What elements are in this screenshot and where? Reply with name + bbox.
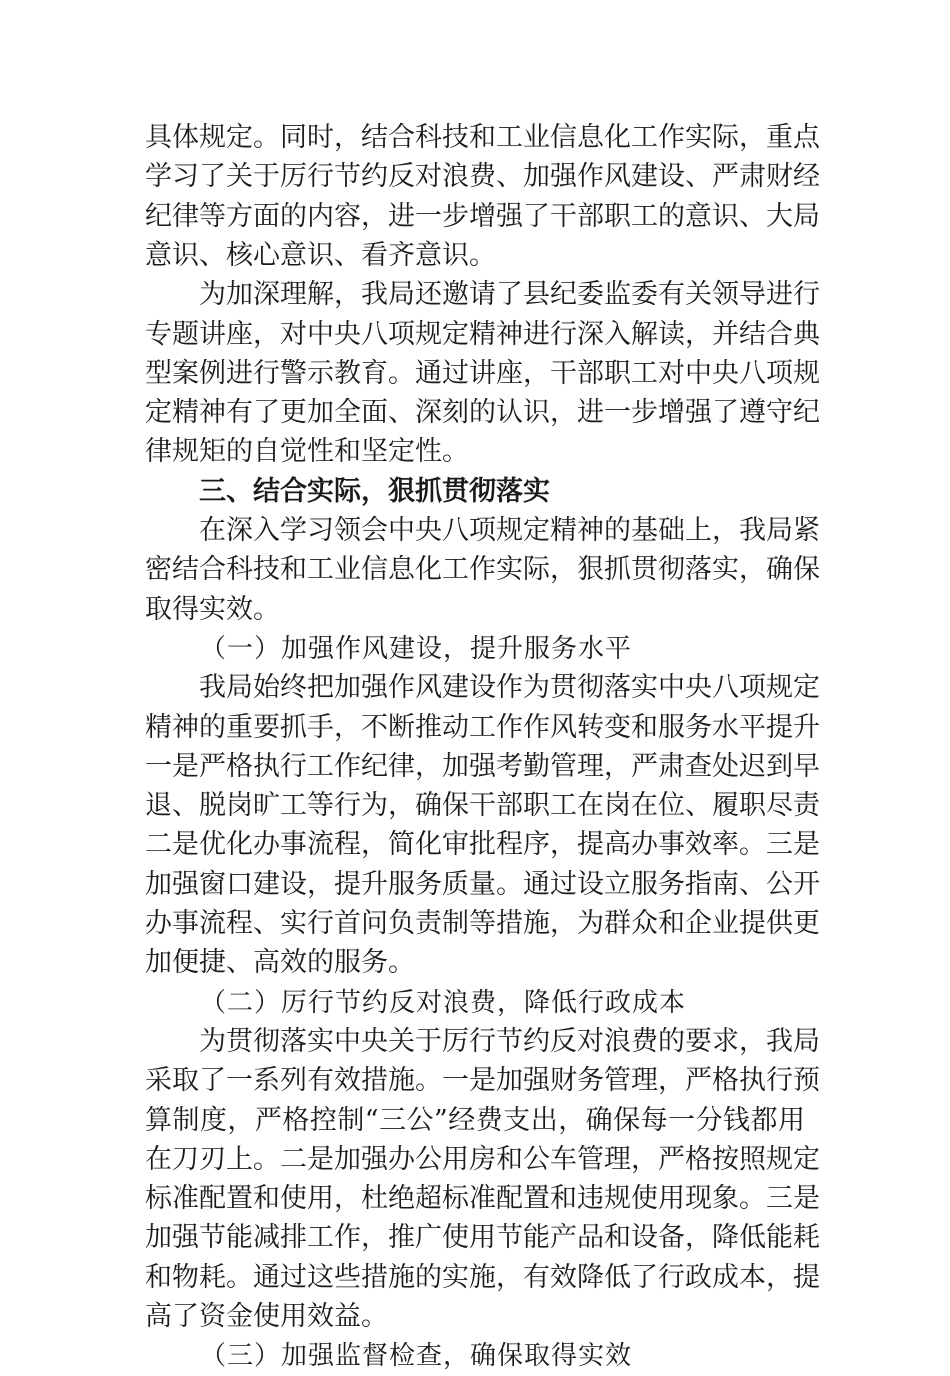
body-text-line: 型案例进行警示教育。通过讲座，干部职工对中央八项规 <box>145 358 820 389</box>
body-text-line: 定精神有了更加全面、深刻的认识，进一步增强了遵守纪 <box>145 397 820 428</box>
body-text-line: 二是优化办事流程，简化审批程序，提高办事效率。三是 <box>145 829 820 860</box>
body-text-line: 标准配置和使用，杜绝超标准配置和违规使用现象。三是 <box>145 1183 820 1214</box>
body-text-line: 采取了一系列有效措施。一是加强财务管理，严格执行预 <box>145 1065 820 1096</box>
body-text-line: 意识、核心意识、看齐意识。 <box>145 240 496 271</box>
body-text-line: 高了资金使用效益。 <box>145 1301 388 1332</box>
subsection-heading: （一）加强作风建设，提升服务水平 <box>200 634 633 664</box>
body-text-line: 精神的重要抓手，不断推动工作作风转变和服务水平提升 <box>145 712 820 743</box>
body-text-line: 办事流程、实行首问负责制等措施，为群众和企业提供更 <box>145 908 820 939</box>
body-text-line: 退、脱岗旷工等行为，确保干部职工在岗在位、履职尽责 <box>145 790 820 821</box>
subsection-heading: （三）加强监督检查，确保取得实效 <box>200 1341 633 1371</box>
paragraph-first-line: 为贯彻落实中央关于厉行节约反对浪费的要求，我局 <box>199 1026 820 1057</box>
body-text-line: 律规矩的自觉性和坚定性。 <box>145 436 469 467</box>
body-text-line: 专题讲座，对中央八项规定精神进行深入解读，并结合典 <box>145 319 820 350</box>
section-heading: 三、结合实际，狠抓贯彻落实 <box>199 476 550 507</box>
body-text-line: 具体规定。同时，结合科技和工业信息化工作实际，重点 <box>145 122 820 153</box>
paragraph-first-line: 我局始终把加强作风建设作为贯彻落实中央八项规定 <box>199 672 820 703</box>
body-text-line: 取得实效。 <box>145 594 280 625</box>
body-text-line: 纪律等方面的内容，进一步增强了干部职工的意识、大局 <box>145 201 820 232</box>
subsection-heading: （二）厉行节约反对浪费，降低行政成本 <box>200 988 687 1018</box>
body-text-line: 学习了关于厉行节约反对浪费、加强作风建设、严肃财经 <box>145 161 820 192</box>
body-text-line: 加便捷、高效的服务。 <box>145 947 415 978</box>
body-text-line: 密结合科技和工业信息化工作实际，狠抓贯彻落实，确保 <box>145 554 820 585</box>
paragraph-first-line: 为加深理解，我局还邀请了县纪委监委有关领导进行 <box>199 279 820 310</box>
paragraph-first-line: 在深入学习领会中央八项规定精神的基础上，我局紧 <box>199 515 820 546</box>
body-text-line: 在刀刃上。二是加强办公用房和公车管理，严格按照规定 <box>145 1144 820 1175</box>
body-text-line: 加强窗口建设，提升服务质量。通过设立服务指南、公开 <box>145 869 820 900</box>
body-text-line: 和物耗。通过这些措施的实施，有效降低了行政成本，提 <box>145 1262 820 1293</box>
body-text-line: 加强节能减排工作，推广使用节能产品和设备，降低能耗 <box>145 1222 820 1253</box>
body-text-line: 一是严格执行工作纪律，加强考勤管理，严肃查处迟到早 <box>145 751 820 782</box>
body-text-line: 算制度，严格控制“三公”经费支出，确保每一分钱都用 <box>145 1105 805 1136</box>
